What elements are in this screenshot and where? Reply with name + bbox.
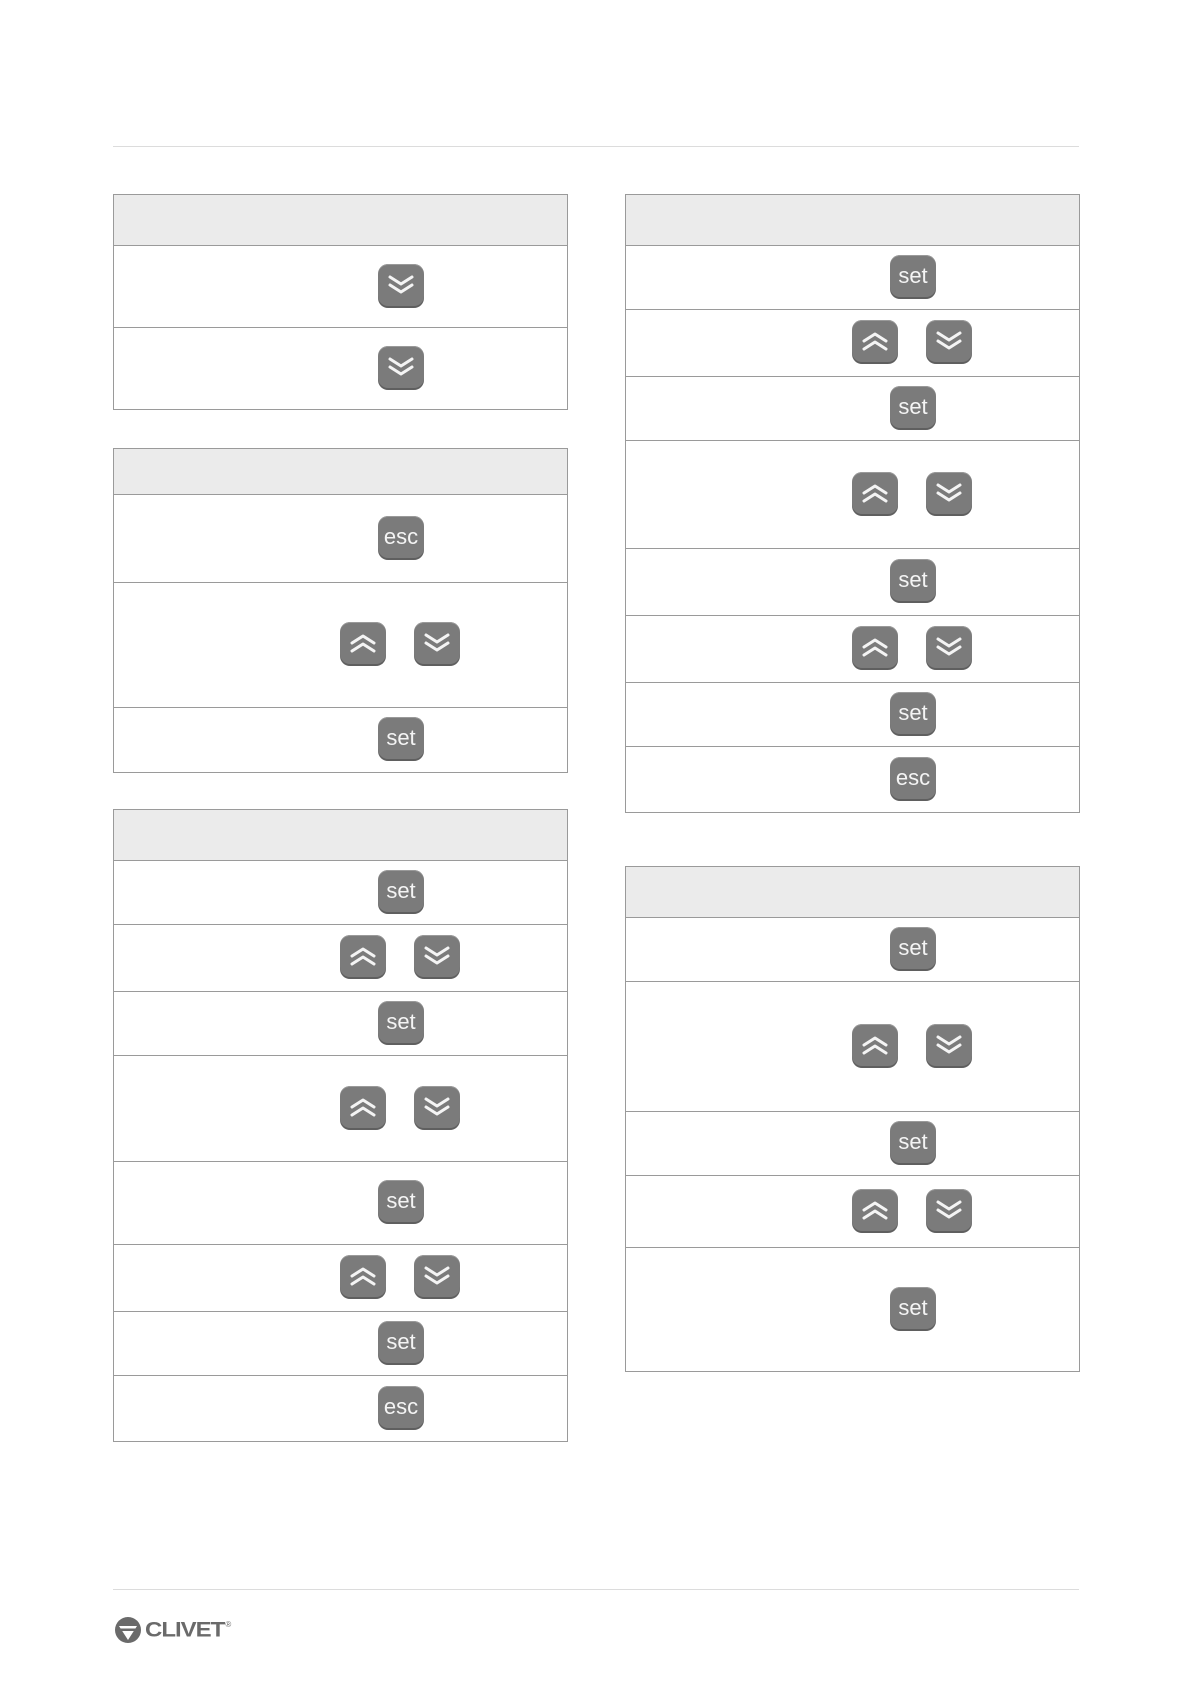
set-key[interactable] <box>890 386 936 428</box>
table-row <box>626 1176 1079 1248</box>
set-key[interactable] <box>378 717 424 759</box>
esc-key[interactable] <box>378 1386 424 1428</box>
down-key[interactable] <box>926 472 972 514</box>
table-header <box>114 810 567 861</box>
table-row <box>114 495 567 583</box>
brand-name: CLIVET <box>145 1617 225 1642</box>
table-header <box>626 867 1079 918</box>
esc-key[interactable] <box>890 757 936 799</box>
chevron-double-up-icon <box>860 1033 890 1057</box>
set-key[interactable] <box>378 1001 424 1043</box>
up-key[interactable] <box>852 1189 898 1231</box>
chevron-double-up-icon <box>860 635 890 659</box>
set-key[interactable] <box>378 1180 424 1222</box>
down-key[interactable] <box>414 935 460 977</box>
down-key[interactable] <box>926 1189 972 1231</box>
set-key-label: set <box>898 393 928 419</box>
table-row <box>626 1112 1079 1176</box>
chevron-double-down-icon <box>422 944 452 968</box>
set-key[interactable] <box>890 1121 936 1163</box>
table-row <box>626 747 1079 812</box>
table-row <box>626 310 1079 377</box>
table-row <box>626 982 1079 1112</box>
key-sequence-table-4 <box>625 194 1080 813</box>
set-key-label: set <box>898 567 928 592</box>
set-key[interactable] <box>890 692 936 734</box>
table-header <box>114 449 567 495</box>
registered-mark: ® <box>225 1620 232 1629</box>
key-sequence-table-3 <box>113 809 568 1442</box>
set-key[interactable] <box>890 927 936 969</box>
table-row <box>114 992 567 1056</box>
chevron-double-down-icon <box>934 635 964 659</box>
esc-key-label: esc <box>383 1393 419 1419</box>
table-header <box>114 195 567 246</box>
set-key[interactable] <box>378 870 424 912</box>
set-key-label: set <box>386 1008 416 1034</box>
chevron-double-down-icon <box>422 631 452 655</box>
set-key-label: set <box>386 877 416 903</box>
footer-divider <box>113 1589 1079 1590</box>
clivet-logo-icon <box>113 1615 143 1645</box>
chevron-double-up-icon <box>348 631 378 655</box>
chevron-double-up-icon <box>860 329 890 353</box>
set-key-label: set <box>898 1294 928 1320</box>
chevron-double-down-icon <box>934 481 964 505</box>
chevron-double-down-icon <box>422 1264 452 1288</box>
down-key[interactable] <box>926 626 972 668</box>
table-row <box>114 1162 567 1245</box>
set-key[interactable] <box>378 1321 424 1363</box>
table-row <box>626 1248 1079 1371</box>
table-row <box>114 1376 567 1441</box>
esc-key-label: esc <box>895 764 931 790</box>
set-key-label: set <box>898 1128 928 1154</box>
set-key-label: set <box>386 1188 416 1213</box>
set-key-label: set <box>386 1328 416 1354</box>
up-key[interactable] <box>340 935 386 977</box>
set-key-label: set <box>898 262 928 288</box>
up-key[interactable] <box>852 1024 898 1066</box>
chevron-double-up-icon <box>860 1198 890 1222</box>
table-row <box>626 918 1079 982</box>
chevron-double-up-icon <box>348 1264 378 1288</box>
table-row <box>626 441 1079 549</box>
down-key[interactable] <box>414 622 460 664</box>
down-key[interactable] <box>926 1024 972 1066</box>
table-header <box>626 195 1079 246</box>
table-row <box>114 925 567 992</box>
chevron-double-down-icon <box>934 329 964 353</box>
esc-key-label: esc <box>383 523 419 549</box>
table-row <box>114 1312 567 1376</box>
down-key[interactable] <box>414 1086 460 1128</box>
table-row <box>626 683 1079 747</box>
up-key[interactable] <box>852 472 898 514</box>
down-key[interactable] <box>378 346 424 388</box>
key-sequence-table-5 <box>625 866 1080 1372</box>
chevron-double-up-icon <box>348 1095 378 1119</box>
up-key[interactable] <box>340 1255 386 1297</box>
set-key[interactable] <box>890 559 936 601</box>
table-row <box>114 1056 567 1162</box>
table-row <box>114 1245 567 1312</box>
table-row <box>114 246 567 328</box>
up-key[interactable] <box>340 622 386 664</box>
table-row <box>626 377 1079 441</box>
set-key[interactable] <box>890 255 936 297</box>
down-key[interactable] <box>926 320 972 362</box>
chevron-double-down-icon <box>934 1033 964 1057</box>
chevron-double-down-icon <box>386 355 416 379</box>
chevron-double-up-icon <box>348 944 378 968</box>
set-key[interactable] <box>890 1287 936 1329</box>
header-divider <box>113 146 1079 147</box>
table-row <box>114 583 567 708</box>
table-row <box>114 328 567 409</box>
chevron-double-down-icon <box>422 1095 452 1119</box>
key-sequence-table-2 <box>113 448 568 773</box>
table-row <box>626 549 1079 616</box>
down-key[interactable] <box>414 1255 460 1297</box>
clivet-logo <box>113 1614 231 1646</box>
up-key[interactable] <box>340 1086 386 1128</box>
set-key-label: set <box>898 934 928 960</box>
down-key[interactable] <box>378 264 424 306</box>
key-sequence-table-1 <box>113 194 568 410</box>
chevron-double-down-icon <box>934 1198 964 1222</box>
up-key[interactable] <box>852 320 898 362</box>
up-key[interactable] <box>852 626 898 668</box>
table-row <box>626 246 1079 310</box>
table-row <box>626 616 1079 683</box>
chevron-double-up-icon <box>860 481 890 505</box>
table-row <box>114 861 567 925</box>
set-key-label: set <box>898 699 928 725</box>
set-key-label: set <box>386 725 416 750</box>
chevron-double-down-icon <box>386 273 416 297</box>
esc-key[interactable] <box>378 516 424 558</box>
table-row <box>114 708 567 772</box>
